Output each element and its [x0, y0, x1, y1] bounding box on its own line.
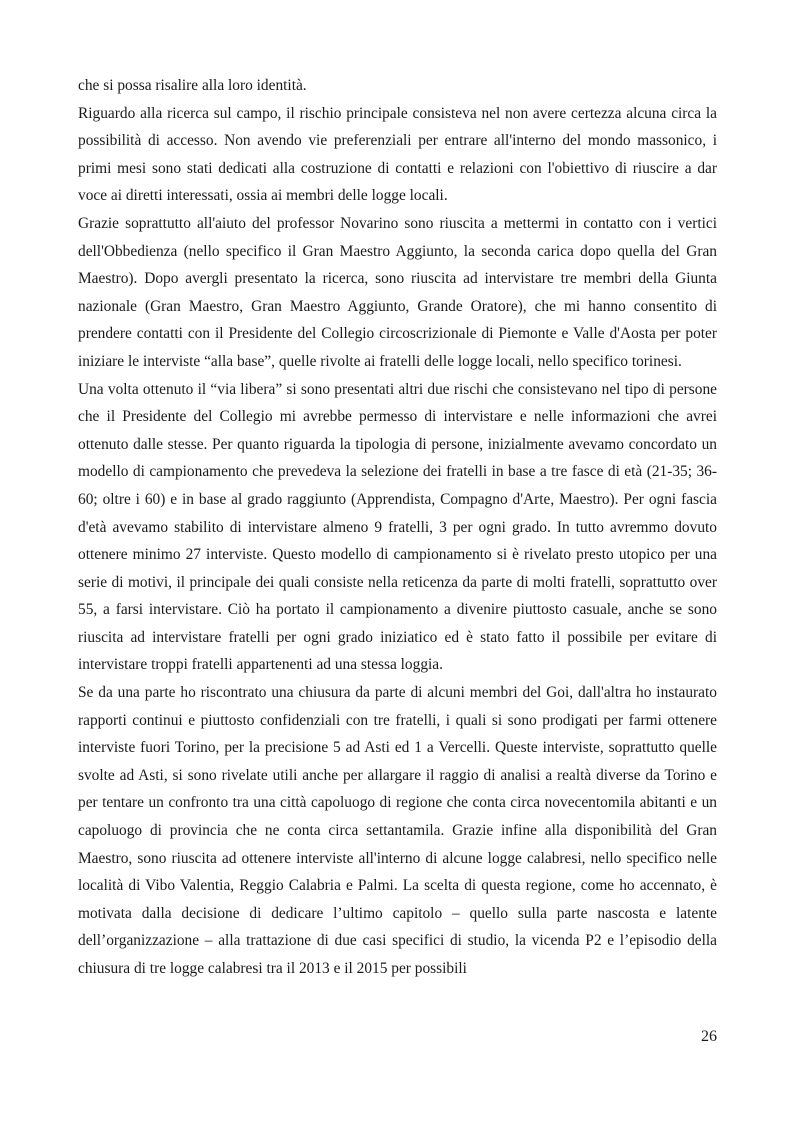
paragraph-4: Una volta ottenuto il “via libera” si sono presentati altri due rischi che consistevano nel tipo di persone che il Presidente del Collegio mi avrebbe permesso di intervistare e nelle informazioni che avrei ottenuto dalle stesse. Per quanto riguarda la tipologia di persone, inizialmente avevamo concordato un modello di campionamento che prevedeva la selezione dei fratelli in base a tre fasce di età (21-35; 36-60; oltre i 60) e in base al grado raggiunto (Apprendista, Compagno d'Arte, Maestro). Per ogni fascia d'età avevamo stabilito di intervistare almeno 9 fratelli, 3 per ogni grado. In tutto avremmo dovuto ottenere minimo 27 interviste. Questo modello di campionamento si è rivelato presto utopico per una serie di motivi, il principale dei quali consiste nella reticenza da parte di molti fratelli, soprattutto over 55, a farsi intervistare. Ciò ha portato il campionamento a divenire piuttosto casuale, anche se sono riuscita ad intervistare fratelli per ogni grado iniziatico ed è stato fatto il possibile per evitare di intervistare troppi fratelli appartenenti ad una stessa loggia.	[78, 380, 717, 674]
paragraph-5: Se da una parte ho riscontrato una chiusura da parte di alcuni membri del Goi, dall'altra ho instaurato rapporti continui e piuttosto confidenziali con tre fratelli, i quali si sono prodigati per farmi ottenere interviste fuori Torino, per la precisione 5 ad Asti ed 1 a Vercelli. Queste interviste, soprattutto quelle svolte ad Asti, si sono rivelate utili anche per allargare il raggio di analisi a realtà diverse da Torino e per tentare un confronto tra una città capoluogo di regione che conta circa novecentomila abitanti e un capoluogo di provincia che ne conta circa settantamila. Grazie infine alla disponibilità del Gran Maestro, sono riuscita ad ottenere interviste all'interno di alcune logge calabresi, nello specifico nelle località di Vibo Valentia, Reggio Calabria e Palmi. La scelta di questa regione, come ho accennato, è motivata dalla decisione di dedicare l’ultimo capitolo – quello sulla parte nascosta e latente dell’organizzazione – alla trattazione di due casi specifici di studio, la vicenda P2 e l’episodio della chiusura di tre logge calabresi tra il 2013 e il 2015 per possibili	[78, 684, 717, 977]
paragraph-1: che si possa risalire alla loro identità.	[78, 77, 307, 94]
paragraph-3: Grazie soprattutto all'aiuto del professor Novarino sono riuscita a mettermi in contatto con i vertici dell'Obbedienza (nello specifico il Gran Maestro Aggiunto, la seconda carica dopo quella del Gran Maestro). Dopo avergli presentato la ricerca, sono riuscita ad intervistare tre membri della Giunta nazionale (Gran Maestro, Gran Maestro Aggiunto, Grande Oratore), che mi hanno consentito di prendere contatti con il Presidente del Collegio circoscrizionale di Piemonte e Valle d'Aosta per poter iniziare le interviste “alla base”, quelle rivolte ai fratelli delle logge locali, nello specifico torinesi.	[78, 214, 717, 370]
body-text	[78, 72, 717, 983]
paragraph-2: Riguardo alla ricerca sul campo, il rischio principale consisteva nel non avere certezza alcuna circa la possibilità di accesso. Non avendo vie preferenziali per entrare all'interno del mondo massonico, i primi mesi sono stati dedicati alla costruzione di contatti e relazioni con l'obiettivo di riuscire a dar voce ai diretti interessati, ossia ai membri delle logge locali.	[78, 104, 717, 205]
page-number: 26	[701, 1028, 717, 1045]
